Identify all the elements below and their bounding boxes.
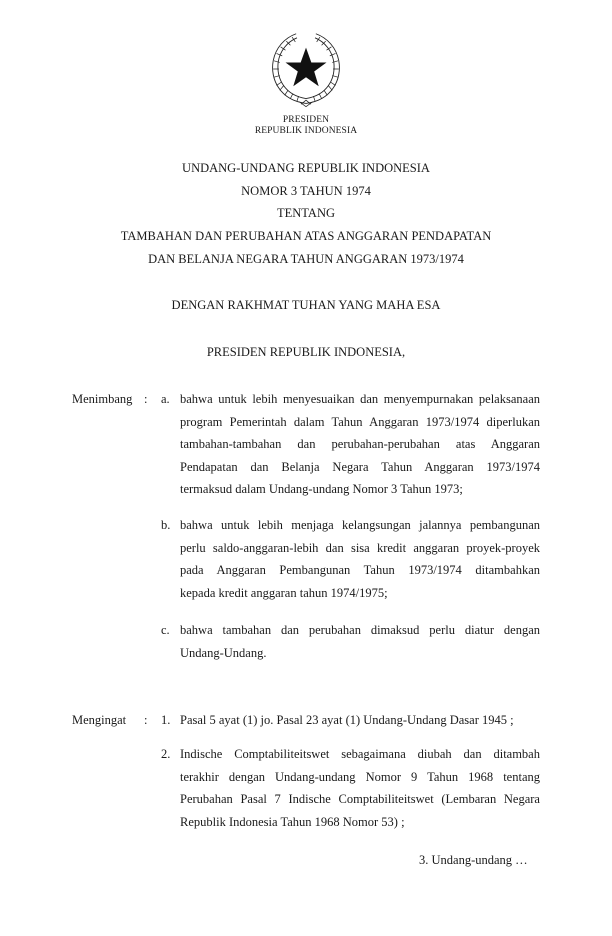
menimbang-item-b-marker: b.	[161, 518, 171, 532]
text-line: Perubahan Pasal 7 Indische Comptabiliteitswet (Lembaran Negara	[180, 792, 540, 807]
text-line: Pendapatan dan Belanja Negara Tahun Anggaran 1973/1974	[180, 459, 540, 474]
mengingat-item-2-marker: 2.	[161, 747, 171, 761]
text-line: program Pemerintah dalam Tahun Anggaran 1973/1974 diperlukan	[180, 414, 540, 429]
mengingat-colon: :	[144, 713, 148, 727]
text-line: bahwa untuk lebih menjaga kelangsungan jalannya pembangunan	[180, 518, 540, 532]
text-line: Indische Comptabiliteitswet sebagaimana diubah dan ditambah	[180, 747, 540, 761]
text-line: termaksud dalam Undang-undang Nomor 3 Tahun 1973;	[180, 482, 463, 497]
menimbang-item-b	[180, 514, 540, 604]
menimbang-colon: :	[144, 392, 148, 406]
issuer-heading-line2: REPUBLIK INDONESIA	[254, 126, 358, 136]
mengingat-item-1	[180, 709, 540, 732]
invocation: DENGAN RAKHMAT TUHAN YANG MAHA ESA	[171, 298, 441, 312]
text-line: perlu saldo-anggaran-lebih dan sisa kredit anggaran proyek-proyek	[180, 540, 540, 555]
text-line: Pasal 5 ayat (1) jo. Pasal 23 ayat (1) Undang-Undang Dasar 1945 ;	[180, 713, 514, 727]
law-subject-line2: DAN BELANJA NEGARA TAHUN ANGGARAN 1973/1974	[148, 252, 464, 266]
issuer-heading-line1: PRESIDEN	[282, 115, 330, 125]
text-line: kepada kredit anggaran tahun 1974/1975;	[180, 585, 388, 600]
text-line: terakhir dengan Undang-undang Nomor 9 Tahun 1968 tentang	[180, 769, 540, 784]
menimbang-label: Menimbang	[72, 392, 133, 406]
text-line: pada Anggaran Pembangunan Tahun 1973/1974 ditambahkan	[180, 563, 540, 578]
law-subject-line1: TAMBAHAN DAN PERUBAHAN ATAS ANGGARAN PENDAPATAN	[120, 229, 492, 243]
menimbang-item-c	[180, 619, 540, 664]
menimbang-item-c-marker: c.	[161, 623, 170, 637]
text-line: bahwa untuk lebih menyesuaikan dan menyempurnakan pelaksanaan	[180, 392, 540, 406]
text-line: Undang-Undang.	[180, 645, 267, 660]
text-line: Republik Indonesia Tahun 1968 Nomor 53) ;	[180, 814, 405, 829]
continuation-marker: 3. Undang-undang …	[419, 853, 528, 867]
text-line: bahwa tambahan dan perubahan dimaksud perlu diatur dengan	[180, 623, 540, 637]
law-number: NOMOR 3 TAHUN 1974	[241, 184, 371, 198]
law-tentang: TENTANG	[276, 206, 335, 220]
mengingat-item-2	[180, 743, 540, 833]
text-line: tambahan-tambahan dan perubahan-perubahan atas Anggaran	[180, 437, 540, 452]
mengingat-item-1-marker: 1.	[161, 713, 171, 727]
menimbang-item-a	[180, 388, 540, 501]
presidential-emblem-icon	[265, 28, 347, 110]
menimbang-item-a-marker: a.	[161, 392, 170, 406]
mengingat-label: Mengingat	[72, 713, 127, 727]
law-title-line1: UNDANG-UNDANG REPUBLIK INDONESIA	[182, 161, 430, 175]
issuer-line: PRESIDEN REPUBLIK INDONESIA,	[206, 345, 406, 359]
